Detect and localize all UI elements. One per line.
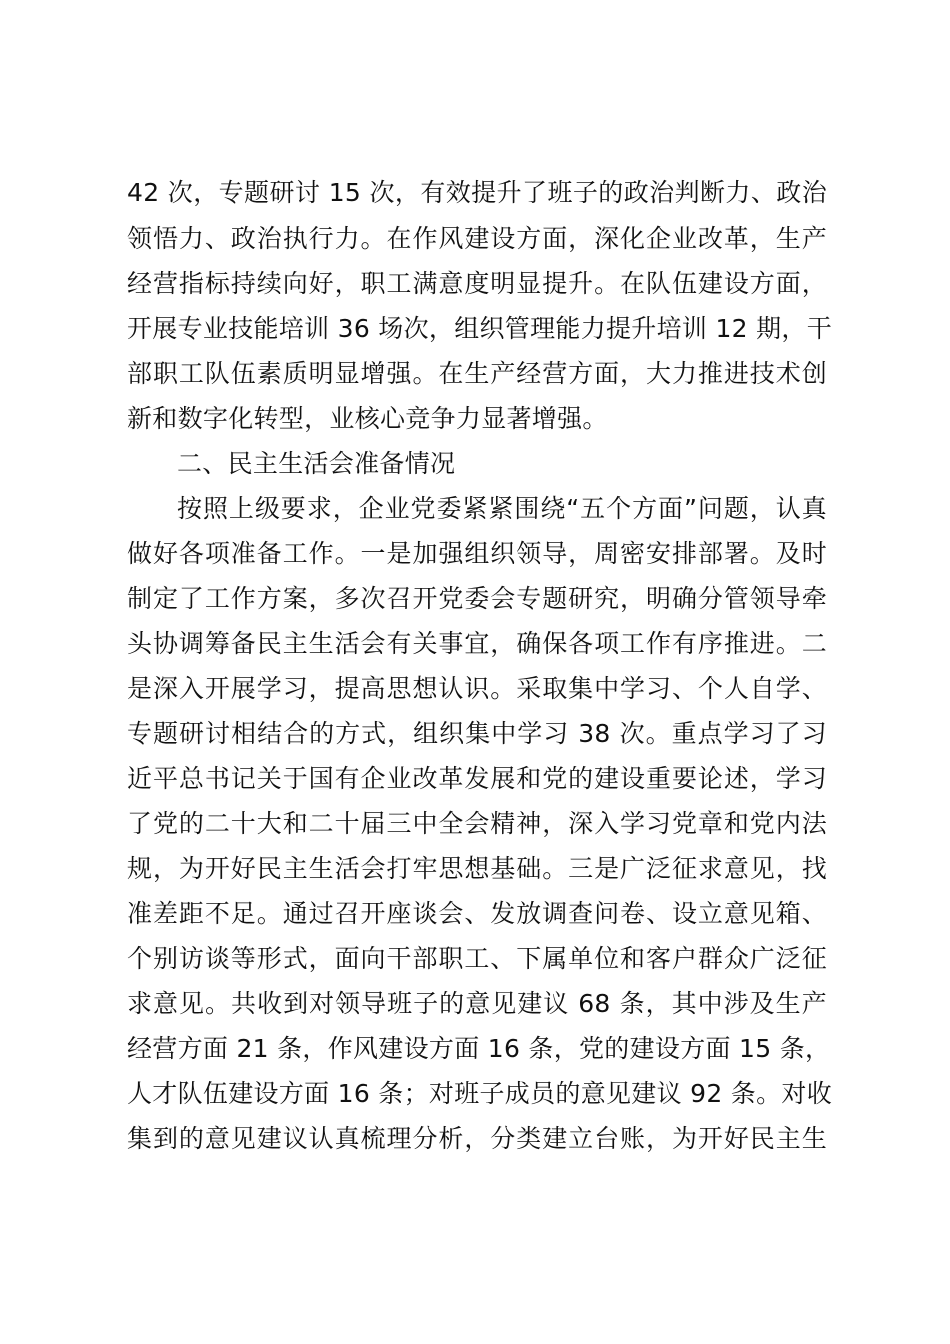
section-heading: 二、民主生活会准备情况 xyxy=(177,449,456,478)
body-text-line: 按照上级要求，企业党委紧紧围绕“五个方面”问题，认真 xyxy=(177,494,827,523)
body-text-line: 个别访谈等形式，面向干部职工、下属单位和客户群众广泛征 xyxy=(127,944,827,973)
body-text-line: 是深入开展学习，提高思想认识。采取集中学习、个人自学、 xyxy=(127,674,827,703)
body-text-line: 做好各项准备工作。一是加强组织领导，周密安排部署。及时 xyxy=(127,539,827,568)
body-text-line: 准差距不足。通过召开座谈会、发放调查问卷、设立意见箱、 xyxy=(127,899,827,928)
body-text-line: 42 次，专题研讨 15 次，有效提升了班子的政治判断力、政治 xyxy=(127,178,827,207)
body-text-line: 经营指标持续向好，职工满意度明显提升。在队伍建设方面， xyxy=(127,269,827,298)
body-text-line: 求意见。共收到对领导班子的意见建议 68 条，其中涉及生产 xyxy=(127,989,827,1018)
body-text-line: 近平总书记关于国有企业改革发展和党的建设重要论述，学习 xyxy=(127,764,827,793)
body-text-line: 了党的二十大和二十届三中全会精神，深入学习党章和党内法 xyxy=(127,809,827,838)
body-text-line: 领悟力、政治执行力。在作风建设方面，深化企业改革，生产 xyxy=(127,224,827,253)
body-text-line: 头协调筹备民主生活会有关事宜，确保各项工作有序推进。二 xyxy=(127,629,827,658)
body-text-line: 集到的意见建议认真梳理分析，分类建立台账，为开好民主生 xyxy=(127,1124,827,1153)
body-text-line: 开展专业技能培训 36 场次，组织管理能力提升培训 12 期，干 xyxy=(127,314,833,343)
body-text-line: 人才队伍建设方面 16 条；对班子成员的意见建议 92 条。对收 xyxy=(127,1079,833,1108)
body-text-line: 部职工队伍素质明显增强。在生产经营方面，大力推进技术创 xyxy=(127,359,827,388)
body-text-line: 新和数字化转型，业核心竞争力显著增强。 xyxy=(127,404,608,433)
body-text-line: 制定了工作方案，多次召开党委会专题研究，明确分管领导牵 xyxy=(127,584,827,613)
body-text-line: 专题研讨相结合的方式，组织集中学习 38 次。重点学习了习 xyxy=(127,719,827,748)
body-text-line: 规，为开好民主生活会打牢思想基础。三是广泛征求意见，找 xyxy=(127,854,827,883)
body-text-line: 经营方面 21 条，作风建设方面 16 条，党的建设方面 15 条， xyxy=(127,1034,831,1063)
